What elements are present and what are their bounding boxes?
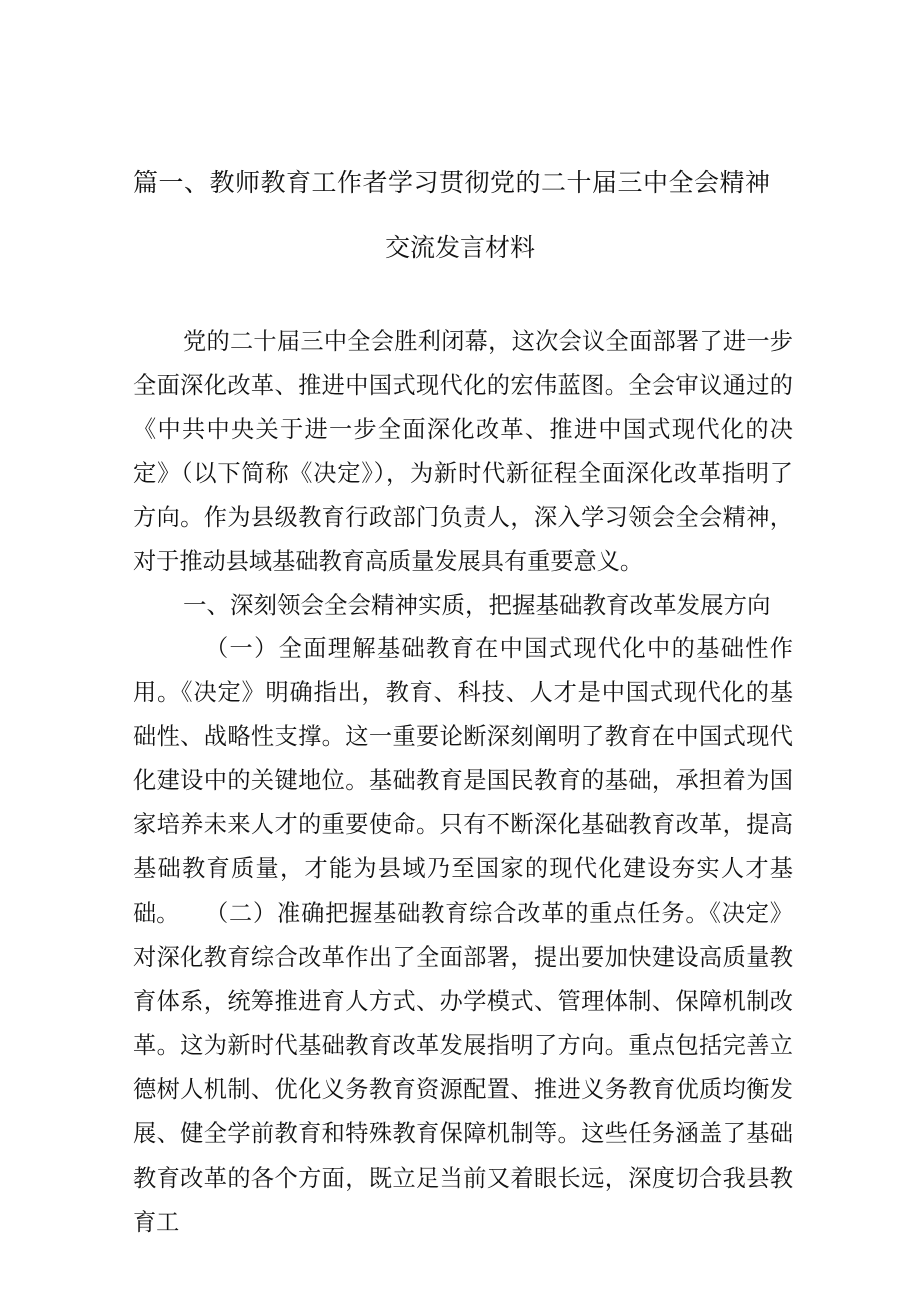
paragraph-subsection-1: （一）全面理解基础教育在中国式现代化中的基础性作用。《决定》明确指出，教育、科技、人才是中国式现代化的基础性、战略性支撑。这一重要论断深刻阐明了教育在中国式现代化建设中的关键地位。基础教育是国民教育的基础，承担着为国家培养未来人才的重要使命。只有不断深化基础教育改革，提高基础教育质量，才能为县域乃至国家的现代化建设夯实人才基础。	[133, 635, 793, 927]
document-subtitle: 交流发言材料	[384, 233, 535, 262]
section-heading-1: 一、深刻领会全会精神实质，把握基础教育改革发展方向	[183, 591, 771, 619]
document-title: 篇一、教师教育工作者学习贯彻党的二十届三中全会精神	[133, 168, 771, 197]
paragraph-subsection-2: （二）准确把握基础教育综合改革的重点任务。《决定》对深化教育综合改革作出了全面部署，提出要加快建设高质量教育体系，统筹推进育人方式、办学模式、管理体制、保障机制改革。这为新时代基础教育改革发展指明了方向。重点包括完善立德树人机制、优化义务教育资源配置、推进义务教育优质均衡发展、健全学前教育和特殊教育保障机制等。这些任务涵盖了基础教育改革的各个方面，既立足当前又着眼长远，深度切合我县教育工	[133, 900, 793, 1236]
paragraph-intro: 党的二十届三中全会胜利闭幕，这次会议全面部署了进一步全面深化改革、推进中国式现代化的宏伟蓝图。全会审议通过的《中共中央关于进一步全面深化改革、推进中国式现代化的决定》（以下简称《决定》），为新时代新征程全面深化改革指明了方向。作为县级教育行政部门负责人，深入学习领会全会精神，对于推动县域基础教育高质量发展具有重要意义。	[133, 328, 793, 576]
